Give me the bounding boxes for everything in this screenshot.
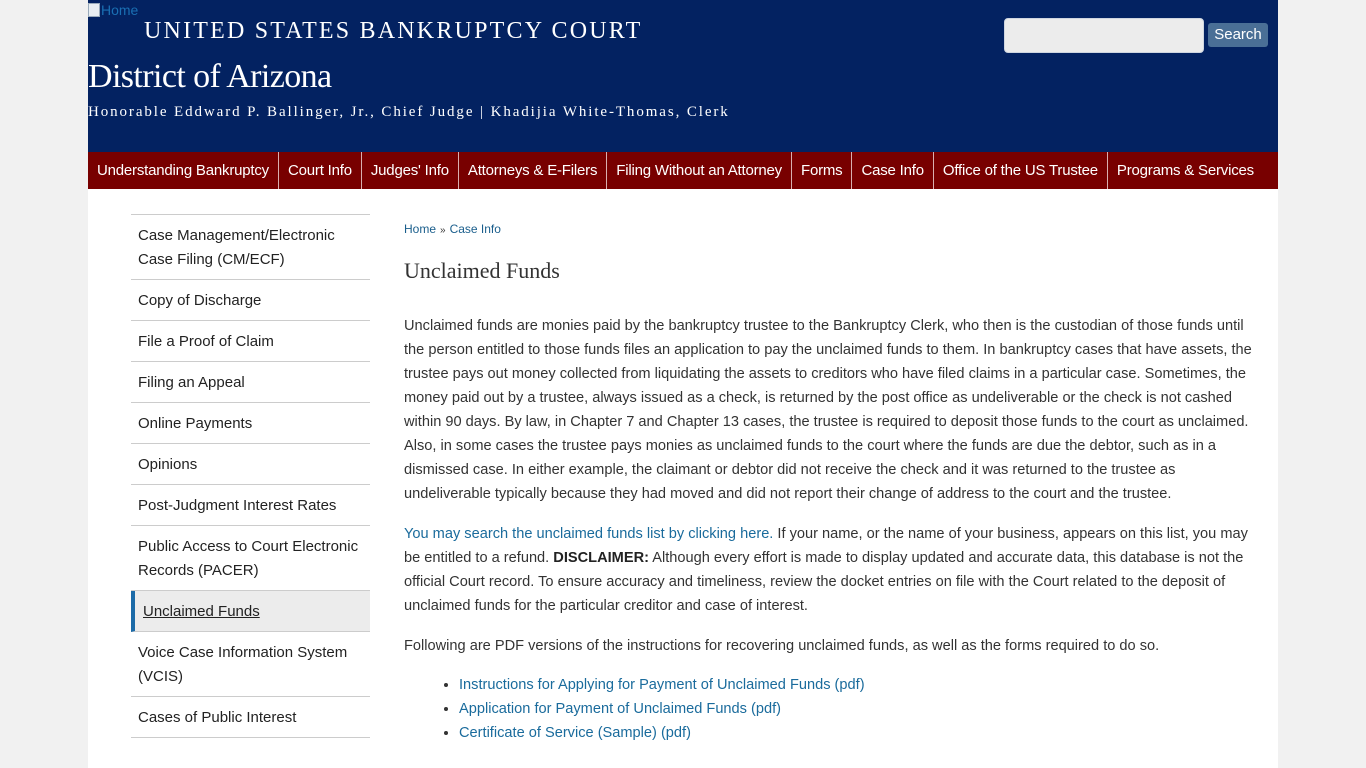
disclaimer-text: Although every effort is made to display updated and accurate data, this database is not the official Court record. To ensure accuracy and timeliness, review the docket entries on file with the Court related to the deposit of unclaimed funds for the particular creditor and case of interest. — [404, 550, 1244, 614]
home-image-alt: Home — [101, 2, 139, 18]
list-item — [459, 697, 1254, 721]
intro-paragraph: Unclaimed funds are monies paid by the bankruptcy trustee to the Bankruptcy Clerk, who then is the custodian of those funds until the person entitled to those funds files an application to pay the unclaimed funds to them. In bankruptcy cases that have assets, the trustee pays out money collected from liquidating the assets to creditors who have filed claims in a particular case. Sometimes, the money paid out by a trustee, always issued as a check, is returned by the post office as undeliverable or the check is not cashed within 90 days. By law, in Chapter 7 and Chapter 13 cases, the trustee is required to deposit those funds to the court as unclaimed. Also, in some cases the trustee pays monies as unclaimed funds to the court where the funds are due the debtor, such as in a dismissed case. In either example, the claimant or debtor did not receive the check and it was returned to the trustee as undeliverable typically because they had moved and did not report their change of address to the court and the trustee. — [404, 318, 1252, 502]
breadcrumb-separator: » — [440, 225, 446, 236]
home-logo-link[interactable] — [88, 2, 138, 18]
sidebar-item-filing-appeal[interactable]: Filing an Appeal — [131, 362, 370, 403]
search-button[interactable]: Search — [1208, 23, 1268, 47]
nav-attorneys-efilers[interactable]: Attorneys & E-Filers — [459, 152, 607, 189]
sidebar-menu — [131, 214, 370, 738]
officials-line: Honorable Eddward P. Ballinger, Jr., Chief Judge | Khadijia White-Thomas, Clerk — [88, 104, 730, 120]
sidebar-item-public-interest[interactable]: Cases of Public Interest — [131, 697, 370, 738]
main-nav — [88, 152, 1278, 189]
nav-programs-services[interactable]: Programs & Services — [1116, 162, 1254, 179]
list-item — [459, 721, 1254, 745]
pdf-links-list — [404, 673, 1254, 745]
sidebar-item-vcis[interactable]: Voice Case Information System (VCIS) — [131, 632, 370, 697]
search-text: If your name, or the name of your business, appears on this list, you may be entitled to a refund. — [404, 526, 1248, 566]
nav-filing-without-attorney[interactable]: Filing Without an Attorney — [607, 152, 792, 189]
court-name: UNITED STATES BANKRUPTCY COURT — [144, 18, 643, 44]
nav-court-info[interactable]: Court Info — [279, 152, 362, 189]
application-pdf-link[interactable]: Application for Payment of Unclaimed Funds (pdf) — [459, 701, 782, 717]
sidebar-item-online-payments[interactable]: Online Payments — [131, 403, 370, 444]
main-content — [404, 222, 1254, 745]
district-title: District of Arizona — [88, 58, 332, 95]
breadcrumb-home[interactable]: Home — [404, 222, 437, 236]
breadcrumb — [404, 222, 1254, 236]
certificate-pdf-link[interactable]: Certificate of Service (Sample) (pdf) — [459, 725, 691, 741]
nav-judges-info[interactable]: Judges' Info — [362, 152, 459, 189]
search-paragraph — [404, 522, 1254, 618]
nav-us-trustee[interactable]: Office of the US Trustee — [934, 152, 1108, 189]
site-header — [88, 0, 1278, 152]
nav-case-info[interactable]: Case Info — [852, 152, 933, 189]
page-container — [88, 0, 1278, 768]
sidebar-item-opinions[interactable]: Opinions — [131, 444, 370, 485]
sidebar-item-interest-rates[interactable]: Post-Judgment Interest Rates — [131, 485, 370, 526]
page-title: Unclaimed Funds — [404, 258, 560, 283]
sidebar-item-cmecf[interactable]: Case Management/Electronic Case Filing (CM/ECF) — [131, 215, 370, 280]
sidebar-item-unclaimed-funds[interactable]: Unclaimed Funds — [131, 591, 370, 632]
nav-forms[interactable]: Forms — [792, 152, 853, 189]
disclaimer-label: DISCLAIMER: — [553, 550, 649, 566]
nav-understanding-bankruptcy[interactable]: Understanding Bankruptcy — [88, 152, 279, 189]
pdf-intro: Following are PDF versions of the instructions for recovering unclaimed funds, as well as the forms required to do so. — [404, 638, 1160, 654]
broken-image-icon — [88, 3, 100, 17]
search-input[interactable] — [1004, 18, 1204, 53]
instructions-pdf-link[interactable]: Instructions for Applying for Payment of Unclaimed Funds (pdf) — [459, 677, 865, 693]
sidebar-item-pacer[interactable]: Public Access to Court Electronic Records (PACER) — [131, 526, 370, 591]
list-item — [459, 673, 1254, 697]
sidebar-item-proof-of-claim[interactable]: File a Proof of Claim — [131, 321, 370, 362]
search-unclaimed-funds-link[interactable]: You may search the unclaimed funds list by clicking here. — [404, 526, 774, 542]
sidebar-item-copy-of-discharge[interactable]: Copy of Discharge — [131, 280, 370, 321]
breadcrumb-case-info[interactable]: Case Info — [449, 222, 501, 236]
